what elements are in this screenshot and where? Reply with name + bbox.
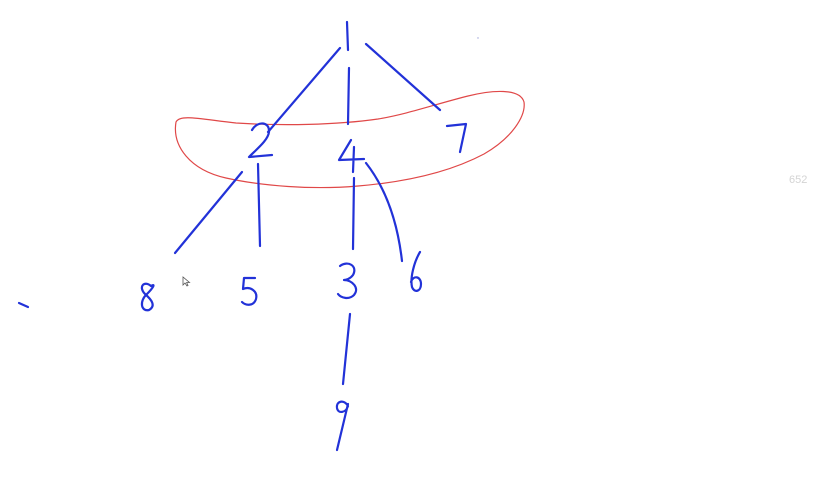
edge-2-8	[175, 172, 242, 253]
edge-4-3	[353, 178, 354, 249]
node-4	[339, 140, 364, 172]
node-1	[347, 22, 348, 50]
node-7	[447, 124, 466, 152]
node-9	[337, 402, 348, 450]
node-5	[242, 278, 256, 305]
page-number: 652	[789, 174, 808, 186]
mouse-pointer-icon	[182, 274, 191, 292]
edge-4-6	[366, 163, 402, 261]
stray-ink-mark	[19, 303, 28, 307]
edge-1-7	[366, 44, 440, 110]
highlight-ellipse-level-1	[175, 91, 524, 187]
edge-2-5	[258, 164, 260, 246]
node-2	[249, 123, 272, 157]
edge-1-4	[348, 68, 349, 124]
node-3	[338, 264, 356, 298]
edge-1-2	[268, 48, 340, 132]
edge-3-9	[343, 314, 350, 384]
node-6	[411, 252, 421, 291]
node-8	[142, 284, 154, 311]
stray-dot	[477, 37, 478, 38]
